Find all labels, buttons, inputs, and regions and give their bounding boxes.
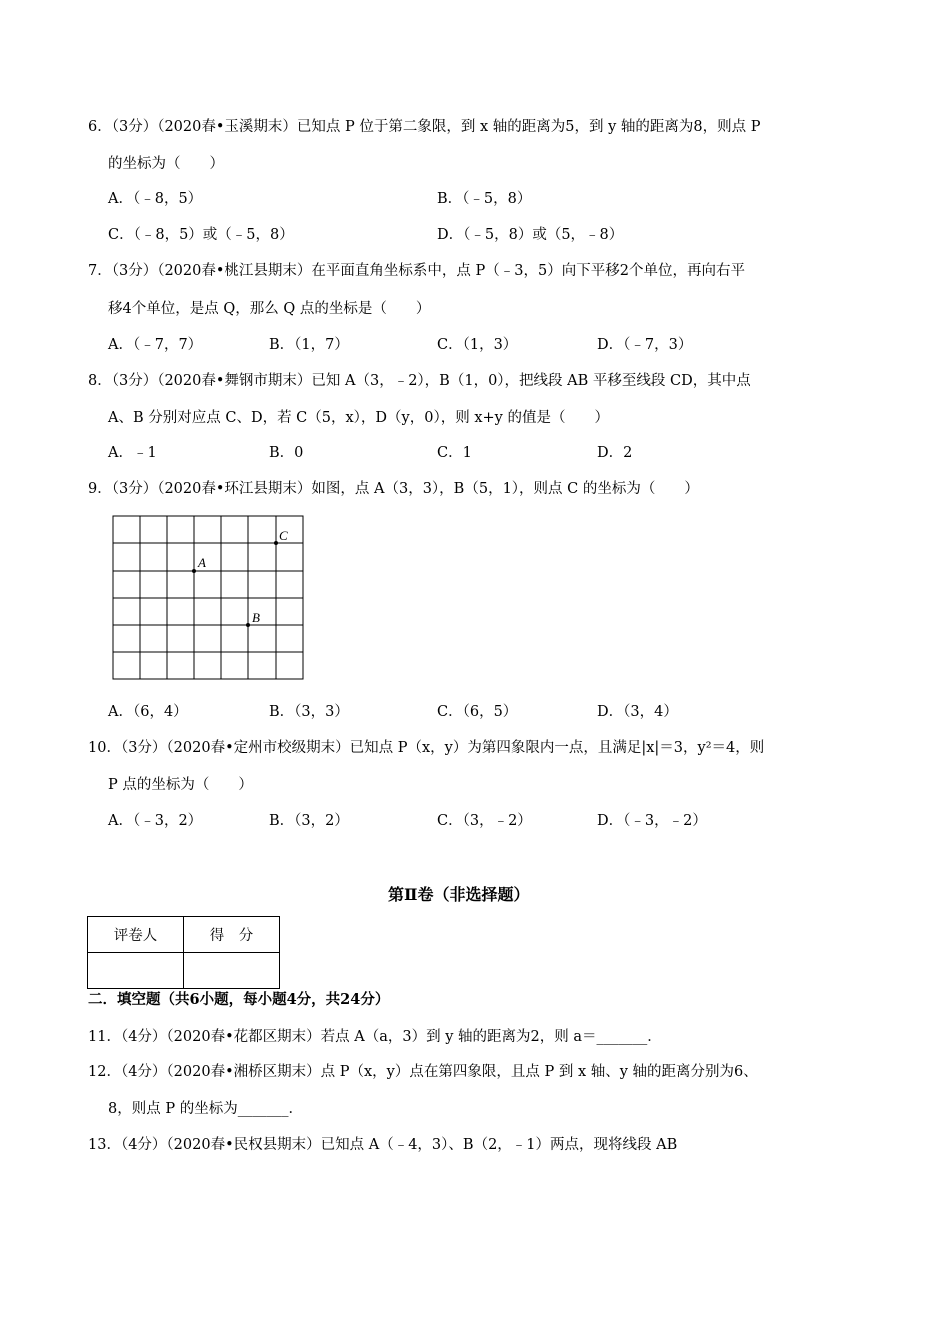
q6-option-b: B．（﹣5，8） (437, 191, 532, 207)
point-b (246, 623, 250, 627)
q9-stem: 9．（3分）（2020春•环江县期末）如图，点 A（3，3），B（5，1），则点 C 的坐标为（ ） (88, 481, 699, 497)
label-a: A (198, 555, 206, 570)
section-heading: 二．填空题（共6小题，每小题4分，共24分） (88, 991, 390, 1008)
q11-stem: 11．（4分）（2020春•花都区期末）若点 A（a，3）到 y 轴的距离为2，则 a＝_______． (88, 1029, 662, 1045)
grader-header: 评卷人 (88, 917, 184, 953)
q10-option-a: A．（﹣3，2） (108, 813, 203, 829)
q9-option-c: C．（6，5） (437, 704, 518, 720)
q7-stem: 7．（3分）（2020春•桃江县期末）在平面直角坐标系中，点 P（﹣3，5）向下平移2个单位，再向右平 (88, 263, 745, 279)
label-b: B (252, 610, 260, 625)
q10-option-c: C．（3，﹣2） (437, 813, 532, 829)
q6-stem: 6．（3分）（2020春•玉溪期末）已知点 P 位于第二象限，到 x 轴的距离为5，到 y 轴的距离为8，则点 P (88, 119, 761, 135)
q12-stem-cont: 8，则点 P 的坐标为_______． (108, 1101, 303, 1117)
q7-stem-cont: 移4个单位，是点 Q，那么 Q 点的坐标是（ ） (108, 301, 431, 317)
grader-cell (88, 953, 184, 989)
score-cell (184, 953, 280, 989)
q10-stem: 10．（3分）（2020春•定州市校级期末）已知点 P（x，y）为第四象限内一点，且满足|x|＝3，y²＝4，则 (88, 740, 765, 756)
q6-stem-cont: 的坐标为（ ） (108, 156, 224, 172)
q9-option-b: B．（3，3） (269, 704, 349, 720)
label-c: C (279, 528, 288, 543)
q8-option-a: A．﹣1 (108, 445, 157, 461)
score-header: 得 分 (184, 917, 280, 953)
point-c (274, 541, 278, 545)
q6-option-d: D．（﹣5，8）或（5，﹣8） (437, 227, 624, 243)
point-a (192, 569, 196, 573)
q7-option-c: C．（1，3） (437, 337, 518, 353)
q6-option-a: A．（﹣8，5） (108, 191, 203, 207)
q10-option-d: D．（﹣3，﹣2） (597, 813, 707, 829)
q8-option-c: C．1 (437, 445, 472, 461)
part2-title: 第Ⅱ卷（非选择题） (388, 885, 530, 904)
q13-stem: 13．（4分）（2020春•民权县期末）已知点 A（﹣4，3）、B（2，﹣1）两点，现将线段 AB (88, 1137, 678, 1153)
q8-option-d: D．2 (597, 445, 633, 461)
q9-option-a: A．（6，4） (108, 704, 188, 720)
q10-option-b: B．（3，2） (269, 813, 349, 829)
q8-option-b: B．0 (269, 445, 304, 461)
q8-stem-cont: A、B 分别对应点 C、D，若 C（5，x），D（y，0），则 x+y 的值是（ ） (108, 410, 609, 426)
q7-option-d: D．（﹣7，3） (597, 337, 693, 353)
q8-stem: 8．（3分）（2020春•舞钢市期末）已知 A（3，﹣2），B（1，0），把线段 AB 平移至线段 CD，其中点 (88, 373, 751, 389)
q9-grid-figure (112, 515, 312, 685)
q12-stem: 12．（4分）（2020春•湘桥区期末）点 P（x，y）点在第四象限，且点 P 到 x 轴、y 轴的距离分别为6、 (88, 1064, 758, 1080)
q6-option-c: C．（﹣8，5）或（﹣5，8） (108, 227, 294, 243)
q7-option-a: A．（﹣7，7） (108, 337, 203, 353)
q9-option-d: D．（3，4） (597, 704, 678, 720)
q10-stem-cont: P 点的坐标为（ ） (108, 777, 253, 793)
score-table (87, 916, 280, 989)
q7-option-b: B．（1，7） (269, 337, 349, 353)
